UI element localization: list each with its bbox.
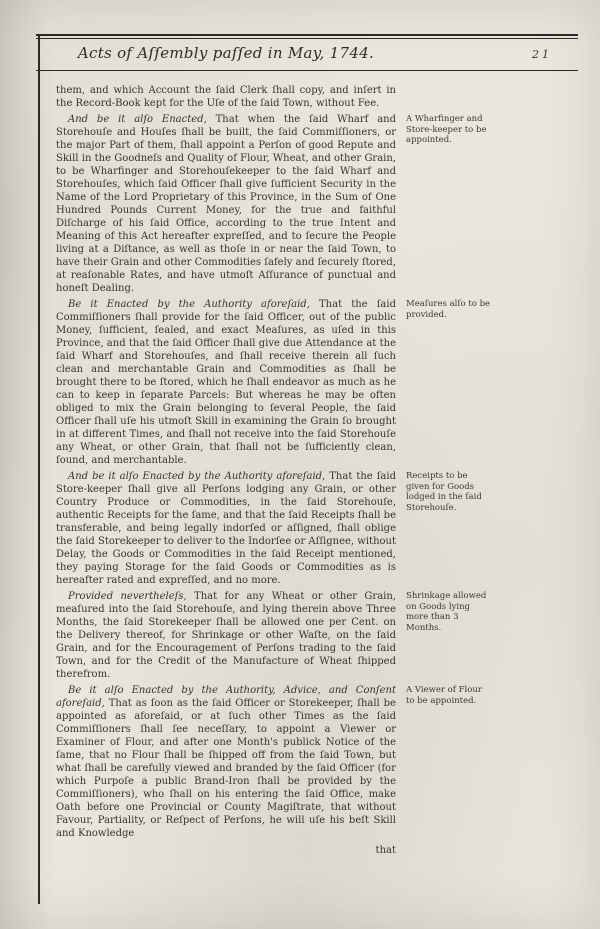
paragraph-text — [56, 470, 396, 587]
paragraph-text — [56, 113, 396, 295]
paragraph-text — [56, 684, 396, 840]
left-margin-rule — [38, 34, 40, 904]
paragraph-text — [56, 298, 396, 467]
paragraph-row — [56, 470, 502, 590]
paragraph-text — [56, 84, 396, 110]
running-head-title: Acts of Aſſembly paſſed in May, 1744. — [77, 44, 375, 62]
top-rule-thick — [36, 34, 578, 36]
margin-note: A Wharfinger and Store-keeper to be appointed. — [406, 114, 487, 145]
page-body — [56, 84, 502, 856]
paragraph-row — [56, 298, 502, 470]
paragraph-lead: And be it alſo Enacted, — [68, 114, 207, 125]
header-rule — [36, 70, 578, 71]
catchword: that — [375, 845, 396, 856]
paragraph-body: That the ſaid Store-keeper ſhall give all Perſons lodging any Grain, or other Country Produce or Commodities, in the ſaid Storehouſe, authentic Receipts for the ſame, and that the ſaid Receipts ſhall be transferable, and being legally indorſed or aſſigned, ſhall oblige the ſaid Storekeeper to deliver to the Indorſee or Aſſignee, without Delay, the Goods or Commodities in the ſaid Receipt mentioned, they paying Storage for the ſaid Goods or Commodities as is hereafter rated and expreſſed, and no more. — [56, 471, 396, 586]
margin-note — [406, 84, 492, 85]
margin-note: Receipts to be given for Goods lodged in the ſaid Storehouſe. — [406, 471, 482, 513]
paragraph-body: That for any Wheat or other Grain, meaſured into the ſaid Storehouſe, and lying therein above Three Months, the ſaid Storekeeper ſhall be allowed one per Cent. on the Delivery thereof, for Shrinkage or other Waſte, on the ſaid Grain, and for the Encouragement of Perſons trading to the ſaid Town, and for the Credit of the Manufacture of Wheat ſhipped therefrom. — [56, 591, 396, 680]
paragraph-body: That when the ſaid Wharf and Storehouſe and Houſes ſhall be built, the ſaid Commiſſioners, or the major Part of them, ſhall appoint a Perſon of good Repute and Skill in the Goodneſs and Quality of Flour, Wheat, and other Grain, to be Wharfinger and Storehouſekeeper to the ſaid Wharf and Storehouſes, which ſaid Officer ſhall give ſufficient Security in the Name of the Lord Proprietary of this Province, in the Sum of One Hundred Pounds Current Money, for the true and faithful Diſcharge of his ſaid Office, according to the true Intent and Meaning of this Act hereafter expreſſed, and to ſecure the People living at a Diſtance, as well as thoſe in or near the ſaid Town, to have their Grain and other Commodities ſafely and ſecurely ſtored, at reaſonable Rates, and have utmoſt Aſſurance of punctual and honeſt Dealing. — [56, 114, 397, 294]
top-rule-thin — [36, 38, 578, 39]
paragraph-row — [56, 590, 502, 684]
margin-note: Meaſures alſo to be provided. — [406, 299, 491, 320]
paragraph-lead: Be it Enacted by the Authority aforeſaid, — [68, 299, 310, 310]
page-number: 21 — [532, 48, 552, 61]
margin-note: Shrinkage allowed on Goods lying more than 3 Months. — [406, 591, 487, 633]
paragraph-lead: And be it alſo Enacted by the Authority aforeſaid, — [68, 471, 326, 482]
margin-note: A Viewer of Flour to be appointed. — [406, 685, 482, 706]
paragraph-text — [56, 590, 396, 681]
paragraph-body: them, and which Account the ſaid Clerk ſhall copy, and inſert in the Record-Book kept for the Uſe of the ſaid Town, without Fee. — [56, 85, 396, 109]
paragraph-body: That the ſaid Commiſſioners ſhall provide for the ſaid Officer, out of the public Money, ſufficient, ſealed, and exact Meaſures, as uſed in this Province, and that the ſaid Officer ſhall give due Attendance at the ſaid Wharf and Storehouſes, and ſhall receive therein all ſuch clean and merchantable Grain and Commodities as ſhall be brought there to be ſtored, which he ſhall endeavor as much as he can to keep in ſeparate Parcels: But whereas he may be often obliged to mix the Grain belonging to ſeveral People, the ſaid Officer ſhall uſe his utmoſt Skill in examining the Grain ſo brought in at different Times, and ſhall not receive into the ſaid Storehouſe any Wheat, or other Grain, that ſhall not be ſufficiently clean, ſound, and merchantable. — [56, 299, 396, 466]
paragraph-body: That as ſoon as the ſaid Officer or Storekeeper, ſhall be appointed as aforeſaid, or at ſuch other Times as the ſaid Commiſſioners ſhall ſee neceſſary, to appoint a Viewer or Examiner of Flour, and after one Month's publick Notice of the ſame, that no Flour ſhall be ſhipped off from the ſaid Town, but what ſhall be carefully viewed and branded by the ſaid Officer (for which Purpoſe a public Brand-Iron ſhall be provided by the Commiſſioners), who ſhall on his entering the ſaid Office, make Oath before one Provincial or County Magiſtrate, that without Favour, Partiality, or Reſpect of Perſons, he will uſe his beſt Skill and Knowledge — [56, 698, 396, 839]
paragraph-row — [56, 684, 502, 843]
paragraph-row — [56, 113, 502, 298]
paragraph-lead: Provided nevertheleſs, — [68, 591, 187, 602]
paragraph-lead: Be it alſo Enacted by the Authority, Advice, and Conſent aforeſaid, — [56, 685, 396, 709]
paragraph-row — [56, 84, 502, 113]
